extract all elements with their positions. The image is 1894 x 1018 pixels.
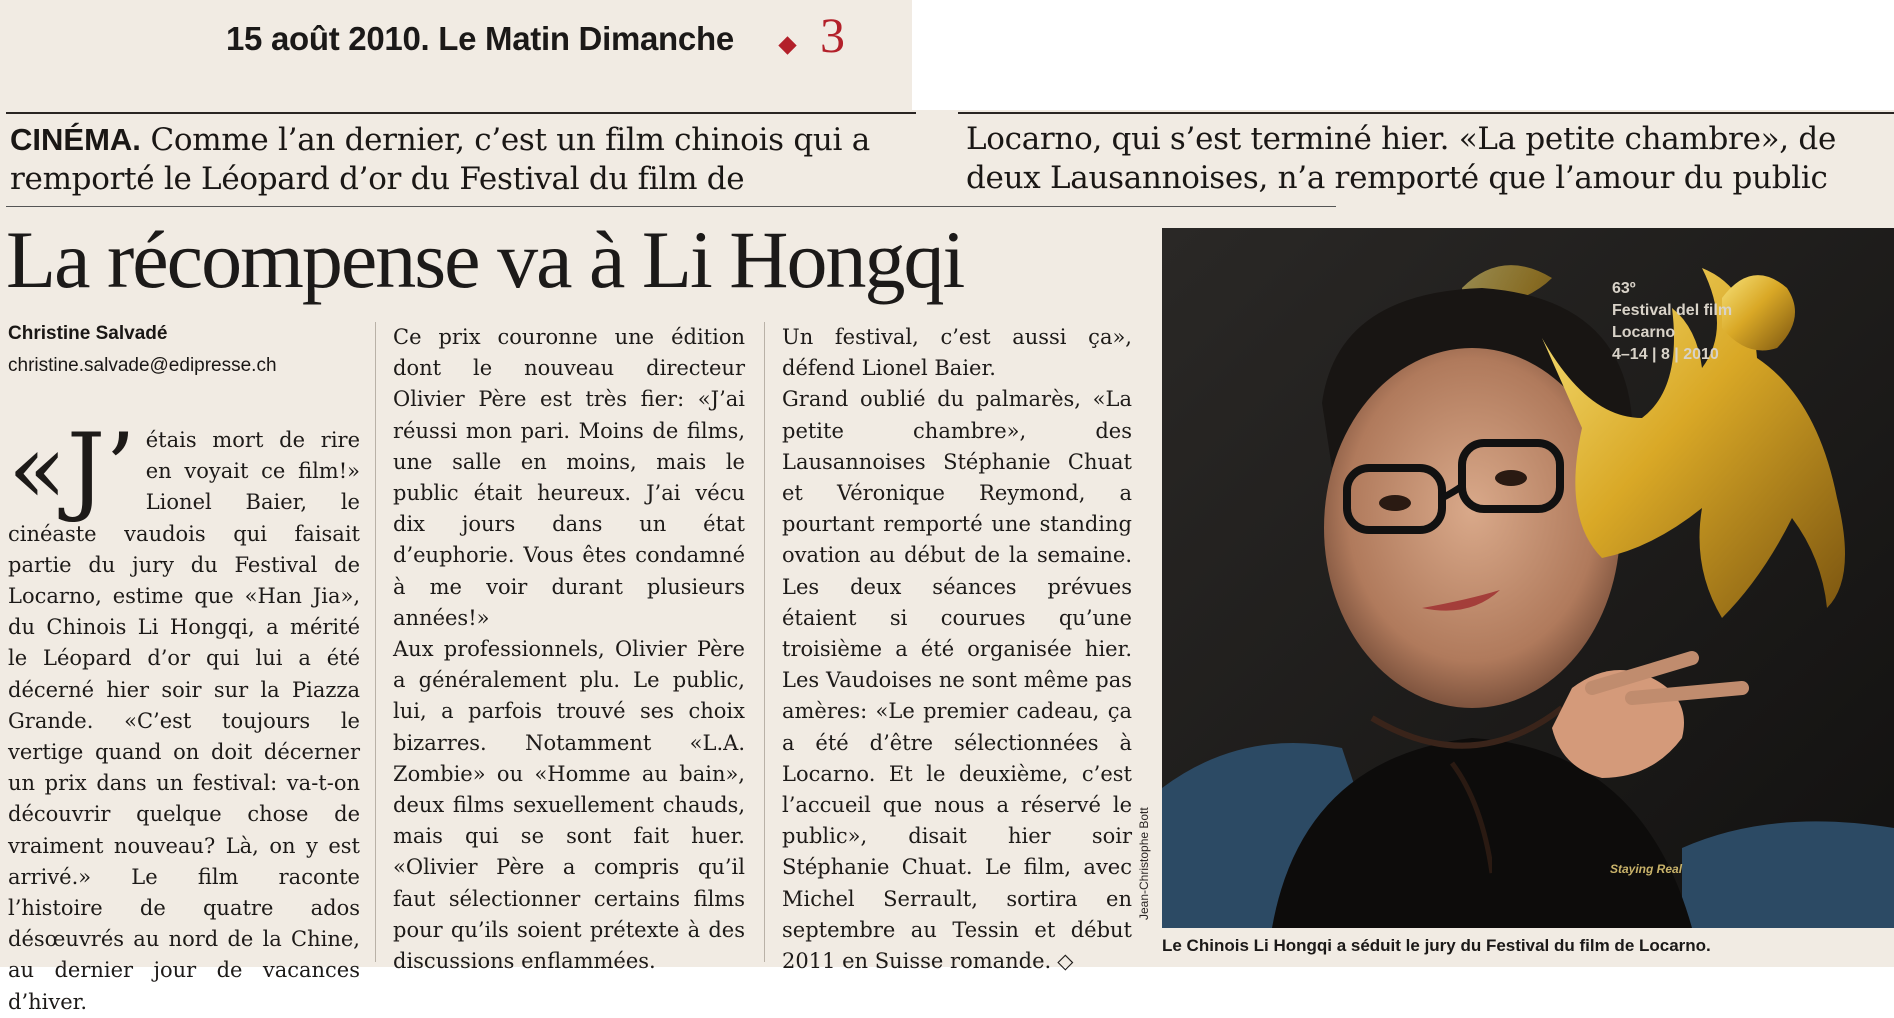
kicker-right-line: deux Lausannoises, n’a remporté que l’amour du public (966, 160, 1828, 196)
paragraph: Ce prix couronne une édition dont le nouveau directeur Olivier Père est très fier: «J’ai réussi mon pari. Moins de films, une salle en moins, mais le public était heureux. J’ai vécu dix jours dans un état d’euphorie. Vous êtes condamné à me voir durant plusieurs années!» (393, 325, 745, 630)
kicker-text: Comme l’an dernier, c’est un film chinois qui a remporté le Léopard d’or du Festival du film de (10, 122, 870, 197)
paragraph: Un festival, c’est aussi ça», défend Lionel Baier. (782, 325, 1132, 381)
author-byline: Christine Salvadé (8, 323, 168, 344)
dateline: 15 août 2010. Le Matin Dimanche (226, 20, 734, 57)
column-text: étais mort de rire en voyait ce film!» Lionel Baier, le cinéaste vaudois qui faisait partie du jury du Festival de Locarno, estime que «Han Jia», du Chinois Li Hongqi, a mérité le Léopard d’or qui lui a été décerné hier soir sur la Piazza Grande. «C’est toujours le vertige quand on doit décerner un prix dans un festival: va-t-on découvrir quelque chose de vraiment nouveau? Là, on y est arrivé.» Le film raconte l’histoire de quatre ados désœuvrés au nord de la Chine, au dernier jour de vacances d’hiver. (8, 428, 360, 1014)
column-divider (375, 322, 376, 962)
kicker-rule (958, 112, 1894, 114)
kicker-left (10, 120, 890, 199)
backdrop-line: Locarno (1612, 324, 1676, 341)
paragraph: Aux professionnels, Olivier Père a généralement plu. Le public, lui, a parfois trouvé ses choix bizarres. Notamment «L.A. Zombie» ou «Homme au bain», deux films sexuellement chauds, mais qui se sont fait huer. «Olivier Père a compris qu’il faut sélectionner certains films pour qu’ils soient prétexte à des discussions enflammées. (393, 637, 745, 974)
article-column-3 (782, 322, 1132, 977)
photo-credit: Jean-Christophe Bott (1137, 807, 1151, 920)
photo-illustration (1162, 228, 1894, 928)
backdrop-line: 4–14 | 8 | 2010 (1612, 346, 1719, 363)
page-number: 3 (820, 7, 845, 63)
headline-rule (6, 206, 1336, 207)
end-mark-icon: ◇ (1057, 949, 1074, 974)
article-photo (1162, 228, 1894, 928)
column-divider (764, 322, 765, 962)
headline: La récompense va à Li Hongqi (6, 214, 964, 305)
paragraph: Grand oublié du palmarès, «La petite chambre», des Lausannoises Stéphanie Chuat et Véronique Reymond, a pourtant remporté une standing ovation au début de la semaine. Les deux séances prévues étaient si courues qu’une troisième a été organisée hier. Les Vaudoises ne sont même pas amères: «Le premier cadeau, ça a été d’être sélectionnées à Locarno. Et le deuxième, c’est l’accueil que nous a réservé le public», disait hier soir Stéphanie Chuat. Le film, avec Michel Serrault, sortira en septembre au Tessin et début 2011 en Suisse romande. (782, 387, 1132, 974)
backdrop-line: Festival del film (1612, 302, 1733, 319)
article-column-2 (393, 322, 745, 977)
dropcap: «J’ (8, 413, 136, 525)
festival-backdrop-text (1612, 278, 1732, 366)
photo-caption: Le Chinois Li Hongqi a séduit le jury du Festival du film de Locarno. (1162, 936, 1711, 955)
kicker-right (966, 120, 1886, 198)
section-label: CINÉMA. (10, 122, 141, 157)
article-column-1 (8, 413, 360, 1018)
backdrop-line: 63º (1612, 280, 1636, 297)
kicker-rule (6, 112, 916, 114)
author-email: christine.salvade@edipresse.ch (8, 355, 277, 376)
shirt-print-text: Staying Real (1610, 862, 1683, 876)
kicker-right-line: Locarno, qui s’est terminé hier. «La petite chambre», de (966, 121, 1836, 157)
